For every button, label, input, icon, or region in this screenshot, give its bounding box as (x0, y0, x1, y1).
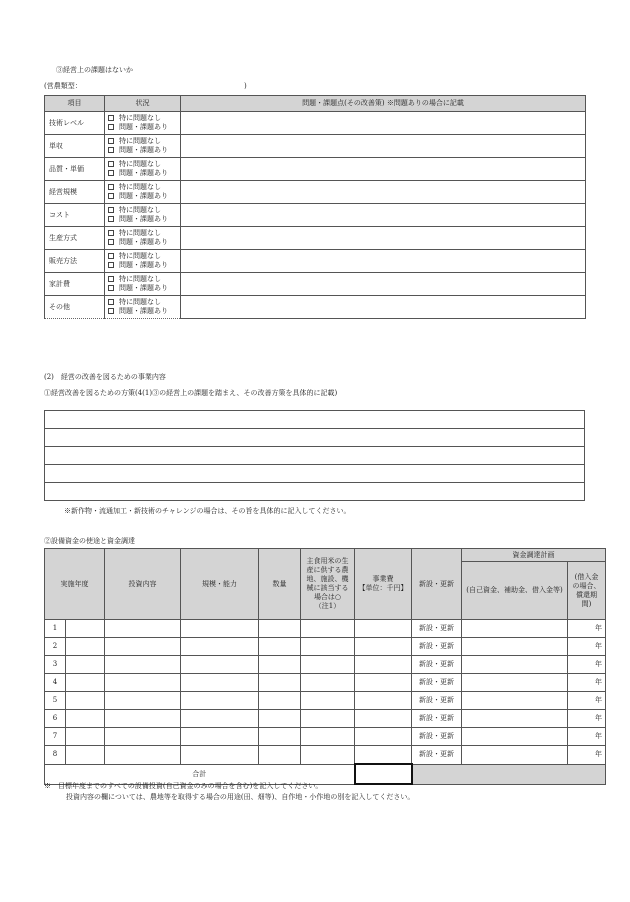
staple-rice-cell[interactable] (301, 656, 355, 674)
cost-cell[interactable] (355, 638, 412, 656)
funding-cell[interactable] (462, 674, 568, 692)
investment-table (44, 548, 606, 785)
header-new-renew: 新設・更新 (412, 549, 462, 620)
qty-cell[interactable] (259, 674, 301, 692)
option-none[interactable]: 特に問題なし (105, 114, 180, 123)
staple-rice-cell[interactable] (301, 674, 355, 692)
row-number: 2 (45, 638, 66, 656)
checkbox-icon[interactable] (108, 207, 114, 213)
issue-detail-cell[interactable] (181, 250, 586, 273)
issue-status (105, 296, 181, 319)
year-cell[interactable] (66, 728, 105, 746)
staple-rice-cell[interactable] (301, 746, 355, 765)
funding-cell[interactable] (462, 620, 568, 638)
option-none[interactable]: 特に問題なし (105, 252, 180, 261)
option-none[interactable]: 特に問題なし (105, 160, 180, 169)
option-issue[interactable]: 問題・課題あり (105, 146, 180, 155)
row-number: 6 (45, 710, 66, 728)
issue-detail-cell[interactable] (181, 227, 586, 250)
scale-cell[interactable] (181, 746, 259, 765)
issue-row (45, 181, 586, 204)
year-cell[interactable] (66, 710, 105, 728)
checkbox-icon[interactable] (108, 262, 114, 268)
investment-row (45, 638, 606, 656)
header-year: 実施年度 (45, 549, 105, 620)
checkbox-icon[interactable] (108, 285, 114, 291)
loan-period-cell[interactable]: 年 (568, 746, 606, 765)
new-renew-cell[interactable]: 新設・更新 (412, 728, 462, 746)
farm-type-close: ) (244, 82, 247, 90)
checkbox-icon[interactable] (108, 161, 114, 167)
total-cost-cell[interactable] (355, 764, 412, 784)
option-issue[interactable]: 問題・課題あり (105, 307, 180, 316)
issue-status (105, 273, 181, 296)
option-issue[interactable]: 問題・課題あり (105, 261, 180, 270)
cost-cell[interactable] (355, 692, 412, 710)
issue-table (44, 95, 586, 319)
header-staple-rice: 主食用米の生 産に供する農 地、施設、機 械に該当する 場合は○ （注1） (301, 549, 355, 620)
plan-line[interactable] (45, 447, 585, 465)
cost-cell[interactable] (355, 656, 412, 674)
option-none[interactable]: 特に問題なし (105, 183, 180, 192)
total-label: 合計 (45, 764, 355, 784)
staple-rice-cell[interactable] (301, 620, 355, 638)
issue-row (45, 135, 586, 158)
row-number: 5 (45, 692, 66, 710)
issue-status (105, 181, 181, 204)
qty-cell[interactable] (259, 728, 301, 746)
section2-note: ※新作物・流通加工・新技術のチャレンジの場合は、その旨を具体的に記入してください。 (64, 507, 351, 515)
issue-status (105, 112, 181, 135)
loan-period-cell[interactable]: 年 (568, 620, 606, 638)
issue-status (105, 158, 181, 181)
issue-status (105, 204, 181, 227)
cost-cell[interactable] (355, 746, 412, 765)
content-cell[interactable] (105, 710, 181, 728)
header-issues: 問題・課題点(その改善策) ※問題ありの場合に記載 (181, 96, 586, 112)
year-cell[interactable] (66, 620, 105, 638)
funding-cell[interactable] (462, 692, 568, 710)
issue-item-label: 技術レベル (45, 112, 105, 135)
year-cell[interactable] (66, 674, 105, 692)
issue-item-label: 経営規模 (45, 181, 105, 204)
investment-row (45, 620, 606, 638)
qty-cell[interactable] (259, 692, 301, 710)
footnote-2: 投資内容の欄については、農地等を取得する場合の用途(田、畑等)、自作地・小作地の別を記入してください。 (66, 793, 415, 801)
header-scale: 規模・能力 (181, 549, 259, 620)
year-cell[interactable] (66, 656, 105, 674)
loan-period-cell[interactable]: 年 (568, 692, 606, 710)
qty-cell[interactable] (259, 710, 301, 728)
issue-row (45, 227, 586, 250)
scale-cell[interactable] (181, 692, 259, 710)
header-funding-detail: (自己資金、補助金、借入金等) (462, 562, 568, 620)
issue-item-label: 販売方法 (45, 250, 105, 273)
farm-type-label: (営農類型： (44, 82, 82, 90)
issue-detail-cell[interactable] (181, 181, 586, 204)
row-number: 1 (45, 620, 66, 638)
option-none[interactable]: 特に問題なし (105, 298, 180, 307)
checkbox-icon[interactable] (108, 239, 114, 245)
checkbox-icon[interactable] (108, 138, 114, 144)
loan-period-cell[interactable]: 年 (568, 656, 606, 674)
option-none[interactable]: 特に問題なし (105, 206, 180, 215)
option-issue[interactable]: 問題・課題あり (105, 238, 180, 247)
plan-line[interactable] (45, 411, 585, 429)
section2-subheading: ①経営改善を図るための方策(4(1)③の経営上の課題を踏まえ、その改善方策を具体的に記載) (44, 389, 338, 397)
header-item: 項目 (45, 96, 105, 112)
content-cell[interactable] (105, 638, 181, 656)
content-cell[interactable] (105, 656, 181, 674)
loan-period-cell[interactable]: 年 (568, 728, 606, 746)
checkbox-icon[interactable] (108, 193, 114, 199)
total-gray-cell (412, 764, 606, 784)
cost-cell[interactable] (355, 674, 412, 692)
scale-cell[interactable] (181, 674, 259, 692)
checkbox-icon[interactable] (108, 124, 114, 130)
issue-detail-cell[interactable] (181, 158, 586, 181)
checkbox-icon[interactable] (108, 216, 114, 222)
cost-cell[interactable] (355, 710, 412, 728)
invest-heading: ②設備資金の使途と資金調達 (44, 537, 135, 545)
header-qty: 数量 (259, 549, 301, 620)
scale-cell[interactable] (181, 638, 259, 656)
header-funding-plan: 資金調達計画 (462, 549, 606, 562)
checkbox-icon[interactable] (108, 184, 114, 190)
issue-detail-cell[interactable] (181, 296, 586, 319)
issue-status (105, 250, 181, 273)
checkbox-icon[interactable] (108, 253, 114, 259)
qty-cell[interactable] (259, 638, 301, 656)
issue-item-label: 家計費 (45, 273, 105, 296)
checkbox-icon[interactable] (108, 308, 114, 314)
scale-cell[interactable] (181, 620, 259, 638)
investment-row (45, 656, 606, 674)
checkbox-icon[interactable] (108, 230, 114, 236)
issue-status (105, 227, 181, 250)
header-cost: 事業費 【単位：千円】 (355, 549, 412, 620)
staple-rice-cell[interactable] (301, 710, 355, 728)
issue-detail-cell[interactable] (181, 273, 586, 296)
investment-row (45, 710, 606, 728)
footnote-1: ※ 目標年度までのすべての設備投資(自己資金のみの場合を含む)を記入してください。 (44, 782, 323, 790)
issue-row (45, 250, 586, 273)
loan-period-cell[interactable]: 年 (568, 638, 606, 656)
qty-cell[interactable] (259, 656, 301, 674)
loan-period-cell[interactable]: 年 (568, 674, 606, 692)
issue-row (45, 204, 586, 227)
year-cell[interactable] (66, 746, 105, 765)
year-cell[interactable] (66, 638, 105, 656)
cost-cell[interactable] (355, 728, 412, 746)
issue-item-label: 品質・単価 (45, 158, 105, 181)
option-issue[interactable]: 問題・課題あり (105, 123, 180, 132)
funding-cell[interactable] (462, 710, 568, 728)
cost-cell[interactable] (355, 620, 412, 638)
checkbox-icon[interactable] (108, 147, 114, 153)
new-renew-cell[interactable]: 新設・更新 (412, 638, 462, 656)
content-cell[interactable] (105, 728, 181, 746)
funding-cell[interactable] (462, 638, 568, 656)
issue-row (45, 273, 586, 296)
checkbox-icon[interactable] (108, 115, 114, 121)
row-number: 4 (45, 674, 66, 692)
qty-cell[interactable] (259, 746, 301, 765)
issue-row (45, 112, 586, 135)
plan-line[interactable] (45, 429, 585, 447)
new-renew-cell[interactable]: 新設・更新 (412, 710, 462, 728)
content-cell[interactable] (105, 674, 181, 692)
plan-line[interactable] (45, 465, 585, 483)
investment-row (45, 746, 606, 765)
issue-row (45, 158, 586, 181)
new-renew-cell[interactable]: 新設・更新 (412, 620, 462, 638)
issue-detail-cell[interactable] (181, 112, 586, 135)
content-cell[interactable] (105, 746, 181, 765)
issue-item-label: 単収 (45, 135, 105, 158)
section3-heading: ③経営上の課題はないか (56, 66, 133, 74)
issue-row (45, 296, 586, 319)
new-renew-cell[interactable]: 新設・更新 (412, 692, 462, 710)
option-none[interactable]: 特に問題なし (105, 275, 180, 284)
issue-item-label: 生産方式 (45, 227, 105, 250)
issue-detail-cell[interactable] (181, 204, 586, 227)
investment-row (45, 728, 606, 746)
header-status: 状況 (105, 96, 181, 112)
new-renew-cell[interactable]: 新設・更新 (412, 656, 462, 674)
investment-row (45, 692, 606, 710)
issue-status (105, 135, 181, 158)
row-number: 8 (45, 746, 66, 765)
plan-line[interactable] (45, 483, 585, 501)
row-number: 3 (45, 656, 66, 674)
section2-heading: (2) 経営の改善を図るための事業内容 (44, 373, 166, 381)
content-cell[interactable] (105, 620, 181, 638)
loan-period-cell[interactable]: 年 (568, 710, 606, 728)
issue-item-label: その他 (45, 296, 105, 319)
option-issue[interactable]: 問題・課題あり (105, 215, 180, 224)
option-issue[interactable]: 問題・課題あり (105, 192, 180, 201)
checkbox-icon[interactable] (108, 276, 114, 282)
row-number: 7 (45, 728, 66, 746)
staple-rice-cell[interactable] (301, 692, 355, 710)
issue-detail-cell[interactable] (181, 135, 586, 158)
improvement-plan-box (44, 410, 585, 501)
scale-cell[interactable] (181, 728, 259, 746)
staple-rice-cell[interactable] (301, 728, 355, 746)
new-renew-cell[interactable]: 新設・更新 (412, 746, 462, 765)
header-loan-period: (借入金 の場合、 償還期 間) (568, 562, 606, 620)
scale-cell[interactable] (181, 710, 259, 728)
option-issue[interactable]: 問題・課題あり (105, 169, 180, 178)
new-renew-cell[interactable]: 新設・更新 (412, 674, 462, 692)
option-none[interactable]: 特に問題なし (105, 229, 180, 238)
qty-cell[interactable] (259, 620, 301, 638)
header-content: 投資内容 (105, 549, 181, 620)
funding-cell[interactable] (462, 728, 568, 746)
funding-cell[interactable] (462, 746, 568, 765)
checkbox-icon[interactable] (108, 170, 114, 176)
year-cell[interactable] (66, 692, 105, 710)
issue-item-label: コスト (45, 204, 105, 227)
investment-row (45, 674, 606, 692)
staple-rice-cell[interactable] (301, 638, 355, 656)
funding-cell[interactable] (462, 656, 568, 674)
checkbox-icon[interactable] (108, 299, 114, 305)
content-cell[interactable] (105, 692, 181, 710)
option-none[interactable]: 特に問題なし (105, 137, 180, 146)
scale-cell[interactable] (181, 656, 259, 674)
option-issue[interactable]: 問題・課題あり (105, 284, 180, 293)
